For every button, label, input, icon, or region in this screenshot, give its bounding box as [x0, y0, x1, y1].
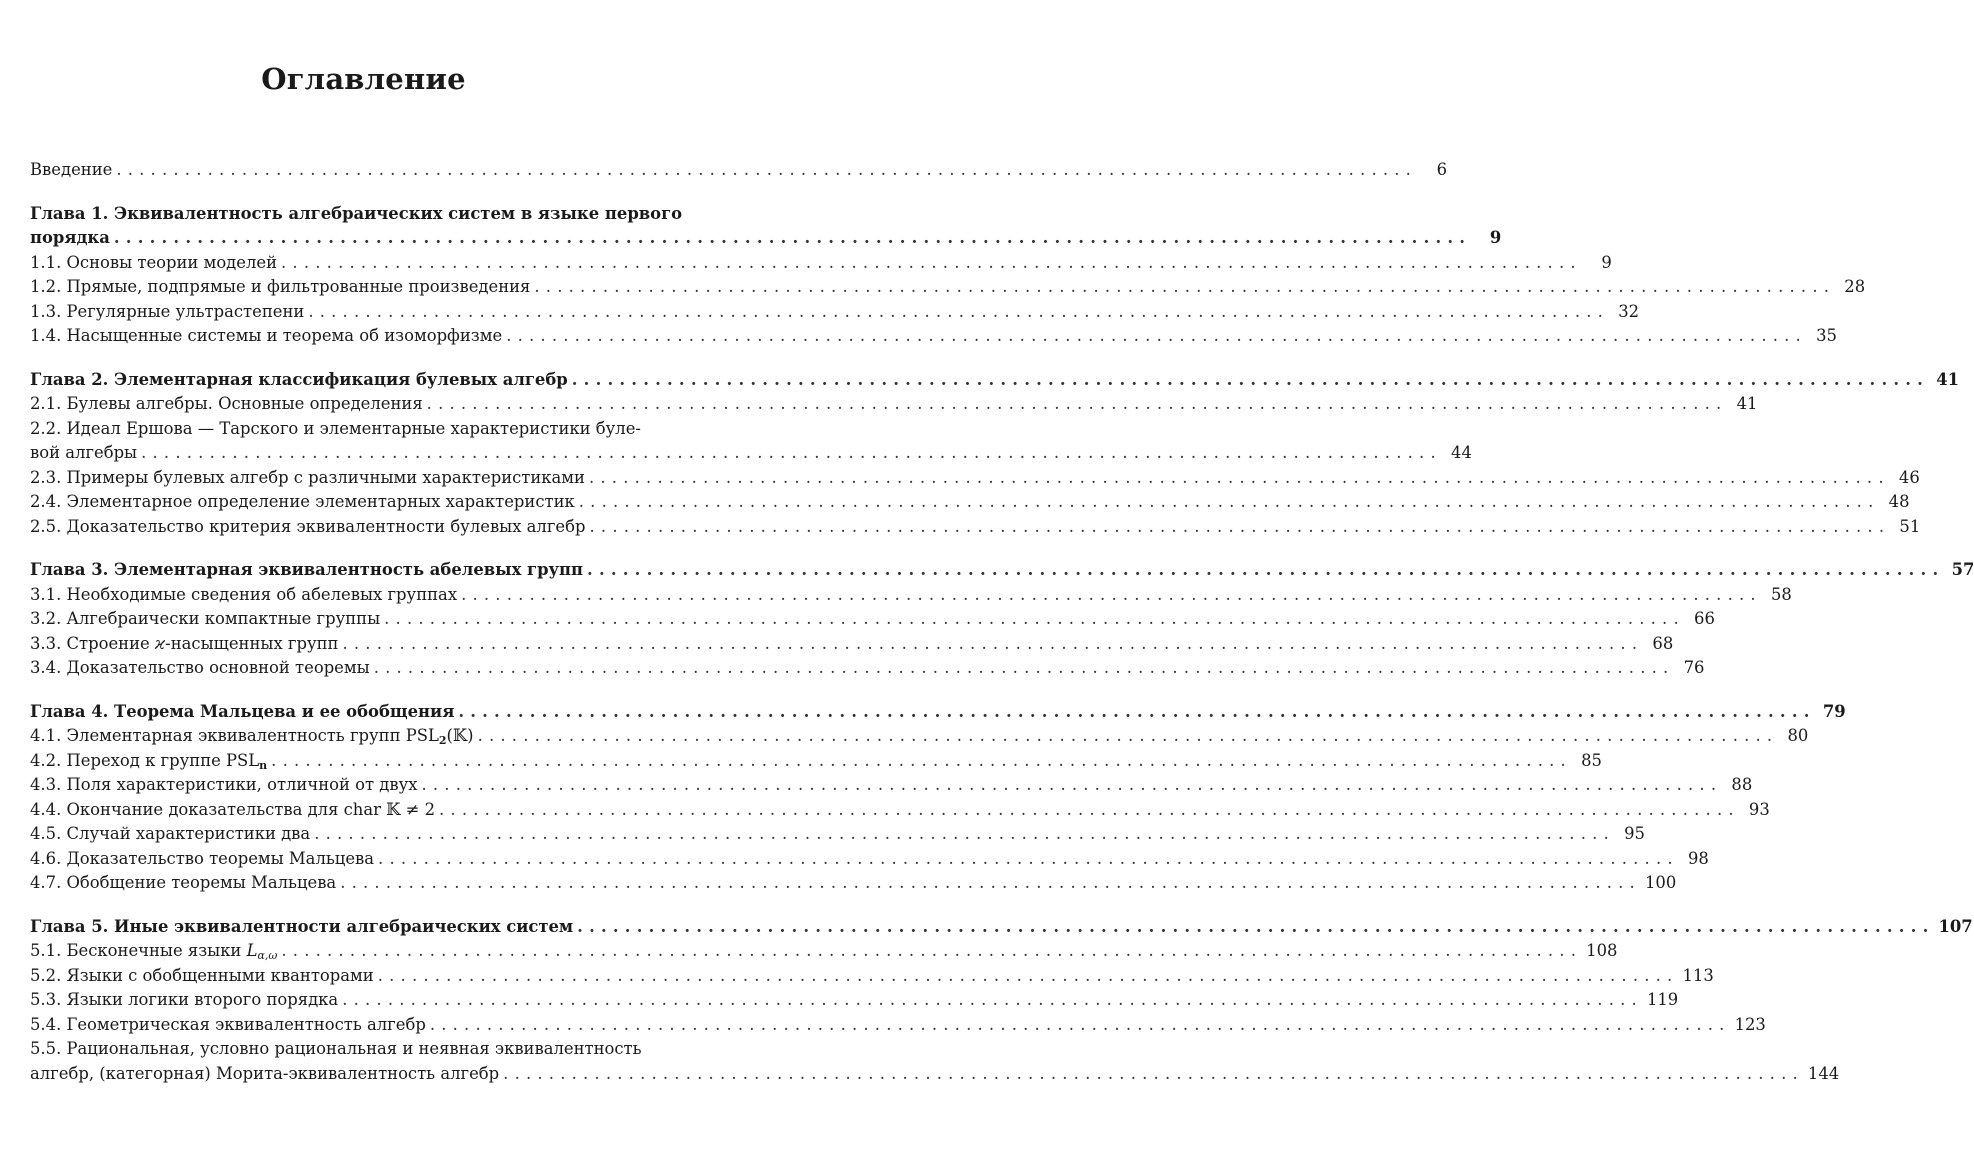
- toc-entry-label: 2.1. Булевы алгебры. Основные определения: [30, 394, 423, 413]
- toc-chapter-5[interactable]: [30, 915, 1973, 940]
- leader-dots: ..................................................................................................................: [578, 492, 1880, 511]
- toc-page-number: 57: [1951, 560, 1974, 579]
- toc-page-number: 35: [1816, 326, 1837, 345]
- leader-dots: ..................................................................................................................: [378, 848, 1679, 868]
- toc-page-number: 44: [1451, 443, 1472, 462]
- toc-entry[interactable]: [30, 251, 1612, 276]
- toc-entry-label: Глава 5. Иные эквивалентности алгебраических систем: [30, 916, 574, 936]
- math-symbol: L: [246, 941, 258, 960]
- leader-dots: ..................................................................................................................: [429, 1014, 1731, 1034]
- leader-dots: ..................................................................................................................: [281, 941, 1583, 960]
- leader-dots: ..................................................................................................................: [588, 467, 1890, 487]
- toc-entry[interactable]: [30, 871, 1677, 896]
- leader-dots: ..................................................................................................................: [141, 443, 1442, 462]
- leader-dots: ..................................................................................................................: [458, 701, 1816, 721]
- leader-dots: ..................................................................................................................: [373, 658, 1675, 677]
- toc-entry-label: 1.2. Прямые, подпрямые и фильтрованные произведения: [30, 277, 531, 296]
- toc-entry[interactable]: [30, 607, 1715, 632]
- toc-entry-label: 4.4. Окончание доказательства для char 𝕂 ≠ 2: [30, 799, 436, 819]
- leader-dots: ..................................................................................................................: [113, 228, 1472, 247]
- toc-page-number: 123: [1734, 1014, 1766, 1034]
- toc-entry-label: 1.1. Основы теории моделей: [30, 252, 278, 272]
- toc-entry-label: 3.2. Алгебраически компактные группы: [30, 609, 381, 628]
- toc-page-number: 46: [1898, 467, 1920, 487]
- toc-entry-label: вой алгебры: [30, 443, 138, 462]
- toc-entry-label: Глава 2. Элементарная классификация булевых алгебр: [30, 369, 568, 389]
- subscript: 2: [438, 734, 447, 747]
- label-prefix: 4.2. Переход к группе PSL: [30, 750, 260, 770]
- toc-page-number: 28: [1844, 277, 1866, 296]
- toc-entry[interactable]: [30, 300, 1640, 325]
- toc-entry-label: Введение: [30, 160, 113, 179]
- leader-dots: ..................................................................................................................: [342, 990, 1643, 1009]
- leader-dots: ..................................................................................................................: [439, 799, 1740, 819]
- toc-entry[interactable]: [30, 822, 1645, 847]
- toc-entry[interactable]: [30, 656, 1705, 681]
- leader-dots: ..................................................................................................................: [589, 516, 1891, 536]
- toc-page-number: 119: [1646, 990, 1679, 1009]
- toc-entry[interactable]: [30, 988, 1679, 1013]
- toc-entry-label: 5.4. Геометрическая эквивалентность алгебр: [30, 1014, 426, 1034]
- leader-dots: ..................................................................................................................: [281, 252, 1582, 272]
- toc-page-number: 32: [1618, 301, 1640, 321]
- toc-entry-label: 4.5. Случай характеристики два: [30, 824, 311, 843]
- toc-entry[interactable]: [30, 798, 1770, 823]
- toc-entry-first-line[interactable]: 2.2. Идеал Ершова — Тарского и элементарные характеристики буле-: [30, 418, 641, 438]
- leader-dots: ..................................................................................................................: [271, 750, 1572, 770]
- toc-entry-label: 1.4. Насыщенные системы и теорема об изоморфизме: [30, 326, 503, 345]
- toc-page-number: 68: [1652, 633, 1674, 653]
- toc-entry-label: 2.4. Элементарное определение элементарных характеристик: [30, 492, 575, 511]
- label-prefix: 5.1. Бесконечные языки: [30, 941, 247, 960]
- toc-page-number: 79: [1822, 701, 1846, 721]
- toc-entry-label: 5.3. Языки логики второго порядка: [30, 990, 339, 1009]
- toc-page-number: 41: [1936, 369, 1960, 389]
- subscript: n: [259, 758, 268, 772]
- leader-dots: ..................................................................................................................: [571, 369, 1930, 389]
- toc-page-number: 113: [1682, 965, 1714, 985]
- toc-entry-label: 1.3. Регулярные ультрастепени: [30, 301, 305, 321]
- toc-page-number: 98: [1687, 848, 1709, 868]
- toc-page-number: 108: [1586, 941, 1618, 960]
- leader-dots: ..................................................................................................................: [308, 301, 1610, 321]
- leader-dots: ..................................................................................................................: [426, 394, 1728, 413]
- toc-page-number: 107: [1938, 916, 1973, 936]
- toc-entry[interactable]: [30, 964, 1714, 989]
- toc-entry-first-line[interactable]: 5.5. Рациональная, условно рациональная и неявная эквивалентность: [30, 1039, 642, 1058]
- toc-entry-label: порядка: [30, 228, 110, 247]
- toc-entry-intro[interactable]: [30, 158, 1448, 183]
- toc-entry[interactable]: [30, 324, 1837, 349]
- leader-dots: ..................................................................................................................: [314, 824, 1615, 843]
- leader-dots: ..................................................................................................................: [477, 726, 1779, 745]
- toc-entry-label: 3.4. Доказательство основной теоремы: [30, 658, 370, 677]
- toc-entry[interactable]: [30, 441, 1472, 466]
- toc-entry-label: 5.2. Языки с обобщенными кванторами: [30, 965, 374, 985]
- toc-page-number: 9: [1489, 228, 1502, 247]
- leader-dots: ..................................................................................................................: [577, 916, 1935, 936]
- toc-entry-label: Глава 4. Теорема Мальцева и ее обобщения: [30, 701, 455, 721]
- toc-entry[interactable]: [30, 275, 1866, 300]
- label-prefix: 3.3. Строение: [30, 633, 155, 653]
- toc-chapter-4[interactable]: [30, 700, 1846, 725]
- toc-page-number: 100: [1644, 873, 1677, 892]
- toc-chapter-3[interactable]: [30, 558, 1974, 583]
- toc-entry[interactable]: [30, 773, 1753, 798]
- page-title: Оглавление: [261, 62, 466, 96]
- toc-entry[interactable]: [30, 583, 1792, 608]
- toc-entry-label: 2.5. Доказательство критерия эквивалентности булевых алгебр: [30, 516, 586, 536]
- toc-page-number: 93: [1748, 799, 1770, 819]
- label-prefix: 4.1. Элементарная эквивалентность групп PSL: [30, 726, 439, 745]
- toc-page-number: 66: [1694, 609, 1715, 628]
- toc-entry-label: 2.3. Примеры булевых алгебр с различными характеристиками: [30, 467, 585, 487]
- toc-page-number: 48: [1888, 492, 1910, 511]
- math-symbol: ϰ: [154, 633, 166, 653]
- leader-dots: ..................................................................................................................: [340, 873, 1641, 892]
- toc-entry-label: 4.7. Обобщение теоремы Мальцева: [30, 873, 337, 892]
- toc-entry-label: 4.3. Поля характеристики, отличной от двух: [30, 775, 418, 794]
- toc-entry[interactable]: [30, 724, 1809, 749]
- toc-page-number: 80: [1787, 726, 1809, 745]
- toc-entry-label: 4.6. Доказательство теоремы Мальцева: [30, 848, 375, 868]
- toc-page-number: 6: [1436, 160, 1448, 179]
- table-of-contents: [30, 158, 1974, 1086]
- leader-dots: ..................................................................................................................: [421, 775, 1723, 794]
- toc-entry-label: алгебр, (категорная) Морита-эквивалентность алгебр: [30, 1063, 500, 1083]
- toc-entry[interactable]: [30, 392, 1758, 417]
- toc-entry[interactable]: [30, 490, 1910, 515]
- toc-page-number: 144: [1807, 1063, 1840, 1083]
- toc-page-number: 85: [1581, 750, 1602, 770]
- toc-entry-label: [30, 632, 338, 657]
- toc-page-number: 76: [1683, 658, 1705, 677]
- toc-entry[interactable]: [30, 466, 1920, 491]
- toc-entry-label: Глава 3. Элементарная эквивалентность абелевых групп: [30, 560, 584, 579]
- leader-dots: ..................................................................................................................: [384, 609, 1685, 628]
- leader-dots: ..................................................................................................................: [503, 1063, 1804, 1083]
- leader-dots: ..................................................................................................................: [342, 633, 1644, 653]
- toc-page-number: 95: [1624, 824, 1645, 843]
- toc-page-number: 51: [1899, 516, 1921, 536]
- leader-dots: ..................................................................................................................: [506, 326, 1807, 345]
- toc-chapter-2[interactable]: [30, 368, 1960, 393]
- toc-entry[interactable]: [30, 632, 1674, 657]
- label-suffix: (𝕂): [446, 726, 474, 745]
- leader-dots: ..................................................................................................................: [534, 277, 1836, 296]
- subscript: α,ω: [257, 949, 278, 962]
- toc-entry[interactable]: [30, 515, 1921, 540]
- leader-dots: ..................................................................................................................: [587, 560, 1945, 579]
- toc-entry[interactable]: [30, 939, 1618, 964]
- toc-chapter-1[interactable]: [30, 226, 1502, 251]
- toc-page-number: 58: [1770, 584, 1792, 604]
- leader-dots: ..................................................................................................................: [377, 965, 1679, 985]
- toc-entry[interactable]: [30, 847, 1709, 872]
- toc-page-number: 88: [1731, 775, 1753, 794]
- toc-page-number: 9: [1601, 252, 1612, 272]
- leader-dots: ..................................................................................................................: [461, 584, 1762, 604]
- toc-page-number: 41: [1736, 394, 1758, 413]
- toc-chapter-1-title-line[interactable]: Глава 1. Эквивалентность алгебраических систем в языке первого: [30, 203, 683, 223]
- leader-dots: ..................................................................................................................: [116, 160, 1418, 179]
- toc-entry-label: 3.1. Необходимые сведения об абелевых группах: [30, 584, 458, 604]
- label-suffix: -насыщенных групп: [165, 633, 339, 653]
- toc-entry[interactable]: [30, 749, 1602, 774]
- toc-entry[interactable]: [30, 1013, 1766, 1038]
- toc-entry[interactable]: [30, 1062, 1840, 1087]
